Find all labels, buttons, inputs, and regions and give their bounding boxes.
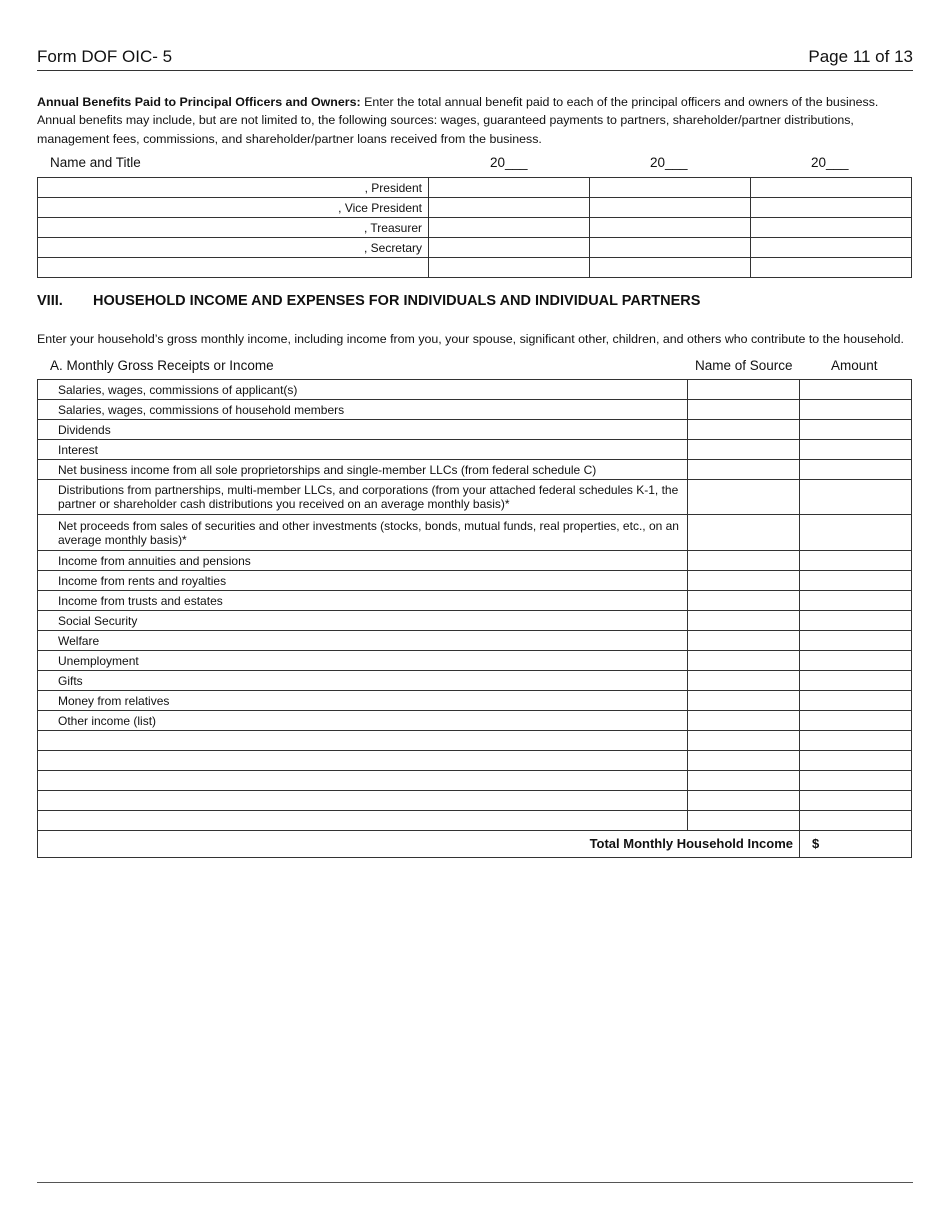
officer-name-title-cell[interactable]: , Treasurer <box>38 218 429 238</box>
income-source-label: Salaries, wages, commissions of household members <box>38 400 688 420</box>
income-row <box>38 460 912 480</box>
income-name-of-source-cell[interactable] <box>688 671 800 691</box>
income-name-of-source-cell[interactable] <box>688 571 800 591</box>
income-amount-cell[interactable] <box>800 440 912 460</box>
officer-row <box>38 238 912 258</box>
income-amount-cell[interactable] <box>800 771 912 791</box>
income-amount-cell[interactable] <box>800 651 912 671</box>
income-source-label: Income from trusts and estates <box>38 591 688 611</box>
income-amount-cell[interactable] <box>800 460 912 480</box>
income-source-label: Income from annuities and pensions <box>38 551 688 571</box>
income-amount-cell[interactable] <box>800 671 912 691</box>
income-row <box>38 591 912 611</box>
income-row <box>38 711 912 731</box>
officer-benefit-year-2-cell[interactable] <box>590 198 751 218</box>
income-amount-cell[interactable] <box>800 400 912 420</box>
income-row <box>38 691 912 711</box>
income-amount-cell[interactable] <box>800 731 912 751</box>
officer-benefit-year-3-cell[interactable] <box>751 258 912 278</box>
income-row <box>38 571 912 591</box>
section-viii-title <box>37 293 700 309</box>
officer-benefit-year-2-cell[interactable] <box>590 218 751 238</box>
officer-benefit-year-3-cell[interactable] <box>751 178 912 198</box>
income-row <box>38 380 912 400</box>
income-amount-cell[interactable] <box>800 380 912 400</box>
income-row <box>38 480 912 515</box>
income-source-label: Other income (list) <box>38 711 688 731</box>
officer-row <box>38 178 912 198</box>
page-header <box>37 46 913 71</box>
officer-name-title-cell[interactable] <box>38 258 429 278</box>
income-source-label[interactable] <box>38 731 688 751</box>
officer-row <box>38 258 912 278</box>
income-source-label[interactable] <box>38 791 688 811</box>
income-name-of-source-cell[interactable] <box>688 791 800 811</box>
income-name-of-source-cell[interactable] <box>688 480 800 515</box>
income-name-of-source-cell[interactable] <box>688 551 800 571</box>
income-row <box>38 551 912 571</box>
officer-benefit-year-3-cell[interactable] <box>751 198 912 218</box>
income-amount-cell[interactable] <box>800 631 912 651</box>
officer-benefit-year-2-cell[interactable] <box>590 258 751 278</box>
income-amount-cell[interactable] <box>800 591 912 611</box>
officer-name-title-cell[interactable]: , President <box>38 178 429 198</box>
income-row <box>38 420 912 440</box>
income-row <box>38 731 912 751</box>
officer-benefit-year-1-cell[interactable] <box>429 238 590 258</box>
income-row <box>38 631 912 651</box>
income-name-of-source-cell[interactable] <box>688 460 800 480</box>
income-name-of-source-cell[interactable] <box>688 771 800 791</box>
income-amount-cell[interactable] <box>800 571 912 591</box>
officer-benefit-year-2-cell[interactable] <box>590 178 751 198</box>
income-source-label: Unemployment <box>38 651 688 671</box>
col-name-of-source: Name of Source <box>695 358 793 373</box>
officer-row <box>38 198 912 218</box>
income-source-label: Salaries, wages, commissions of applicant(s) <box>38 380 688 400</box>
officer-benefit-year-1-cell[interactable] <box>429 178 590 198</box>
income-source-label: Income from rents and royalties <box>38 571 688 591</box>
income-source-label[interactable] <box>38 751 688 771</box>
officer-benefit-year-1-cell[interactable] <box>429 218 590 238</box>
income-row <box>38 611 912 631</box>
page-number: Page 11 of 13 <box>808 47 913 66</box>
section-heading: HOUSEHOLD INCOME AND EXPENSES FOR INDIVIDUALS AND INDIVIDUAL PARTNERS <box>93 293 701 309</box>
income-source-label: Money from relatives <box>38 691 688 711</box>
benefits-instructions <box>37 93 913 148</box>
col-name-title: Name and Title <box>50 155 141 170</box>
income-amount-cell[interactable] <box>800 515 912 551</box>
income-name-of-source-cell[interactable] <box>688 711 800 731</box>
benefits-text: Enter the total annual benefit paid to each of the principal officers and owners of the business. Annual benefits may include, but are not limited to, the following sources: wages, guaranteed payments to partners, shareholder/partner distributions, management fees, commissions, and shareholder/partner loans received from the business. <box>37 95 879 146</box>
income-source-label[interactable] <box>38 811 688 831</box>
footer-rule <box>37 1182 913 1183</box>
income-row <box>38 400 912 420</box>
total-income-amount[interactable]: $ <box>800 831 912 858</box>
income-amount-cell[interactable] <box>800 811 912 831</box>
income-source-label: Interest <box>38 440 688 460</box>
income-source-label: Welfare <box>38 631 688 651</box>
income-row <box>38 791 912 811</box>
officer-benefit-year-1-cell[interactable] <box>429 198 590 218</box>
income-source-label: Dividends <box>38 420 688 440</box>
income-amount-cell[interactable] <box>800 420 912 440</box>
income-row <box>38 751 912 771</box>
income-name-of-source-cell[interactable] <box>688 440 800 460</box>
income-source-label[interactable] <box>38 771 688 791</box>
col-year-1: 20___ <box>490 155 528 170</box>
income-name-of-source-cell[interactable] <box>688 811 800 831</box>
income-row <box>38 651 912 671</box>
income-name-of-source-cell[interactable] <box>688 420 800 440</box>
income-amount-cell[interactable] <box>800 551 912 571</box>
income-source-label: Gifts <box>38 671 688 691</box>
income-name-of-source-cell[interactable] <box>688 591 800 611</box>
income-amount-cell[interactable] <box>800 791 912 811</box>
income-name-of-source-cell[interactable] <box>688 691 800 711</box>
form-id: Form DOF OIC- 5 <box>37 47 173 66</box>
income-amount-cell[interactable] <box>800 611 912 631</box>
col-amount: Amount <box>831 358 878 373</box>
officer-benefit-year-3-cell[interactable] <box>751 238 912 258</box>
officer-row <box>38 218 912 238</box>
officer-name-title-cell[interactable]: , Vice President <box>38 198 429 218</box>
income-name-of-source-cell[interactable] <box>688 731 800 751</box>
income-table <box>37 379 912 858</box>
section-viii-description: Enter your household’s gross monthly income, including income from you, your spouse, significant other, children, and others who contribute to the household. <box>37 332 904 346</box>
section-number: VIII. <box>37 293 63 309</box>
income-amount-cell[interactable] <box>800 691 912 711</box>
income-name-of-source-cell[interactable] <box>688 515 800 551</box>
income-source-label: Net business income from all sole proprietorships and single-member LLCs (from federal schedule C) <box>38 460 688 480</box>
income-row <box>38 440 912 460</box>
income-name-of-source-cell[interactable] <box>688 611 800 631</box>
officer-benefit-year-3-cell[interactable] <box>751 218 912 238</box>
total-income-row <box>38 831 912 858</box>
income-amount-cell[interactable] <box>800 751 912 771</box>
income-name-of-source-cell[interactable] <box>688 380 800 400</box>
officer-benefit-year-2-cell[interactable] <box>590 238 751 258</box>
income-amount-cell[interactable] <box>800 480 912 515</box>
officer-name-title-cell[interactable]: , Secretary <box>38 238 429 258</box>
total-income-label: Total Monthly Household Income <box>38 831 800 858</box>
income-row <box>38 811 912 831</box>
income-row <box>38 771 912 791</box>
income-name-of-source-cell[interactable] <box>688 400 800 420</box>
income-heading: A. Monthly Gross Receipts or Income <box>50 358 274 373</box>
col-year-3: 20___ <box>811 155 849 170</box>
income-amount-cell[interactable] <box>800 711 912 731</box>
income-name-of-source-cell[interactable] <box>688 651 800 671</box>
income-source-label: Distributions from partnerships, multi-member LLCs, and corporations (from your attached federal schedules K-1, the partner or shareholder cash distributions you received on an average monthly basis)* <box>38 480 688 515</box>
income-row <box>38 515 912 551</box>
income-name-of-source-cell[interactable] <box>688 631 800 651</box>
income-source-label: Net proceeds from sales of securities and other investments (stocks, bonds, mutual funds, real properties, etc., on an average monthly basis)* <box>38 515 688 551</box>
officer-benefit-year-1-cell[interactable] <box>429 258 590 278</box>
income-name-of-source-cell[interactable] <box>688 751 800 771</box>
col-year-2: 20___ <box>650 155 688 170</box>
income-source-label: Social Security <box>38 611 688 631</box>
income-row <box>38 671 912 691</box>
officer-benefits-table <box>37 177 912 278</box>
benefits-lead: Annual Benefits Paid to Principal Officers and Owners: <box>37 95 361 109</box>
